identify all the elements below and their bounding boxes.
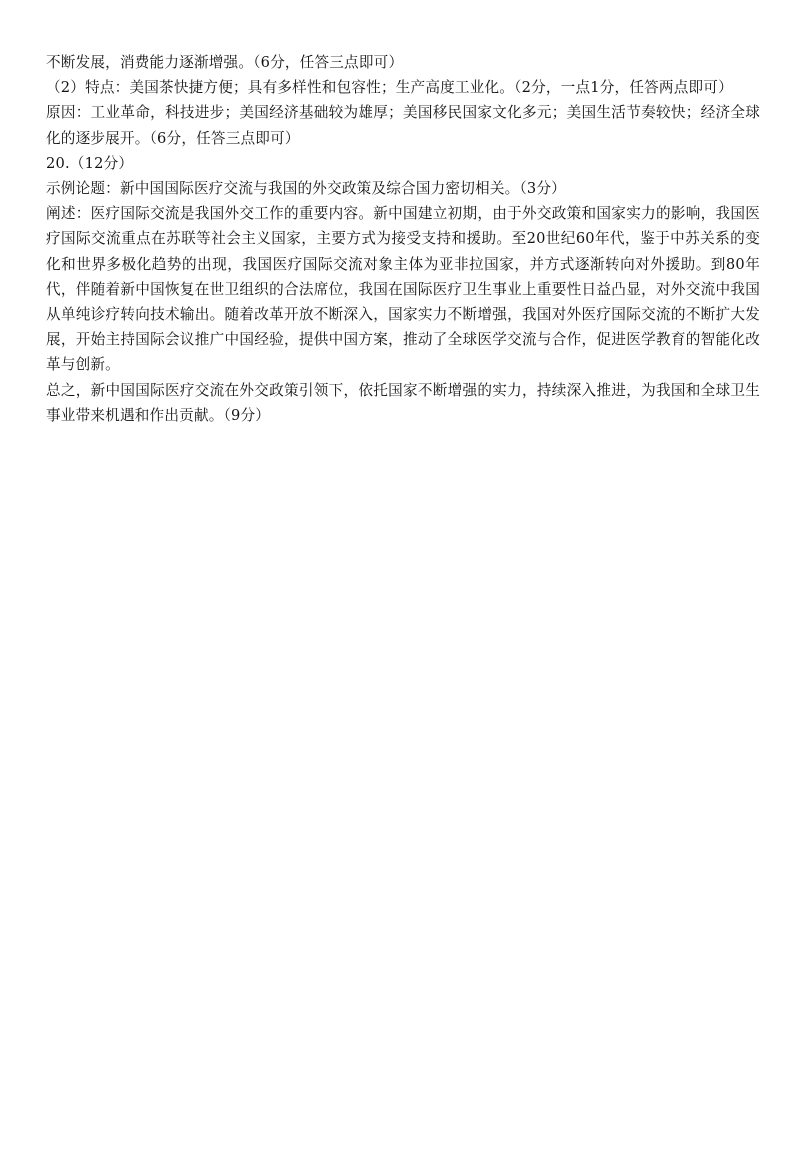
q19-part2-features: （2）特点：美国茶快捷方便；具有多样性和包容性；生产高度工业化。（2分，一点1分，任答两点即可）: [46, 79, 733, 97]
q19-part1-continuation: 不断发展，消费能力逐渐增强。（6分，任答三点即可）: [46, 54, 404, 71]
q20-thesis: 示例论题：新中国国际医疗交流与我国的外交政策及综合国力密切相关。（3分）: [46, 180, 566, 198]
q20-header: 20.（12分）: [46, 154, 134, 172]
q20-elaboration: 阐述：医疗国际交流是我国外交工作的重要内容。新中国建立初期，由于外交政策和国家实力的影响，我国医疗国际交流重点在苏联等社会主义国家，主要方式为接受支持和援助。至20世纪60年代，鉴于中苏关系的变化和世界多极化趋势的出现，我国医疗国际交流对象主体为亚非拉国家，并方式逐渐转向对外援助。到80年代，伴随着新中国恢复在世卫组织的合法席位，我国在国际医疗卫生事业上重要性日益凸显，对外交流中我国从单纯诊疗转向技术输出。随着改革开放不断深入，国家实力不断增强，我国对外医疗国际交流的不断扩大发展，开始主持国际会议推广中国经验，提供中国方案，推动了全球医学交流与合作，促进医学教育的智能化改革与创新。: [46, 205, 760, 374]
q20-conclusion: 总之，新中国国际医疗交流在外交政策引领下，依托国家不断增强的实力，持续深入推进，为我国和全球卫生事业带来机遇和作出贡献。（9分）: [46, 381, 760, 424]
q19-part2-reasons: 原因：工业革命，科技进步；美国经济基础较为雄厚；美国移民国家文化多元；美国生活节奏较快；经济全球化的逐步展开。（6分，任答三点即可）: [46, 104, 760, 147]
answer-key-page: [46, 50, 760, 428]
